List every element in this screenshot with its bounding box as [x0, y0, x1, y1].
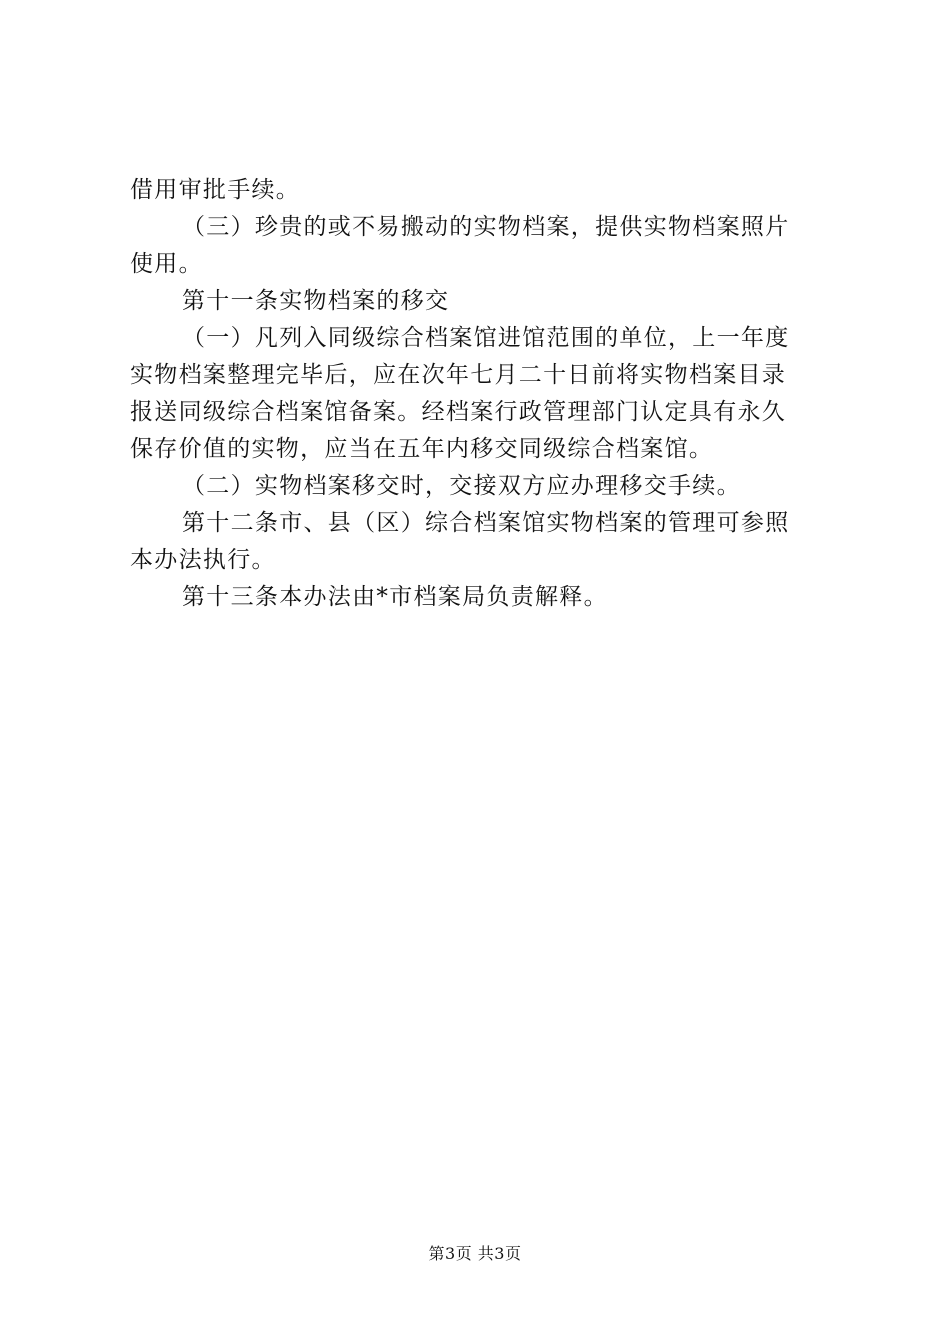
- text-line: 第十三条本办法由*市档案局负责解释。: [182, 584, 608, 610]
- text-line: 第十二条市、县（区）综合档案馆实物档案的管理可参照: [182, 510, 790, 536]
- text-line: 报送同级综合档案馆备案。经档案行政管理部门认定具有永久: [130, 399, 787, 425]
- text-line: （一）凡列入同级综合档案馆进馆范围的单位，上一年度: [182, 325, 790, 351]
- text-line: （三）珍贵的或不易搬动的实物档案，提供实物档案照片: [182, 214, 790, 240]
- text-line: 实物档案整理完毕后，应在次年七月二十日前将实物档案目录: [130, 362, 787, 388]
- section-heading: 第十一条实物档案的移交: [182, 288, 450, 314]
- text-line: （二）实物档案移交时，交接双方应办理移交手续。: [182, 473, 741, 499]
- text-line: 保存价值的实物，应当在五年内移交同级综合档案馆。: [130, 436, 714, 462]
- document-body: [130, 172, 830, 616]
- text-line: 借用审批手续。: [130, 177, 301, 203]
- text-line: 使用。: [130, 251, 203, 277]
- text-line: 本办法执行。: [130, 547, 276, 573]
- page-number-footer: 第3页 共3页: [428, 1244, 522, 1263]
